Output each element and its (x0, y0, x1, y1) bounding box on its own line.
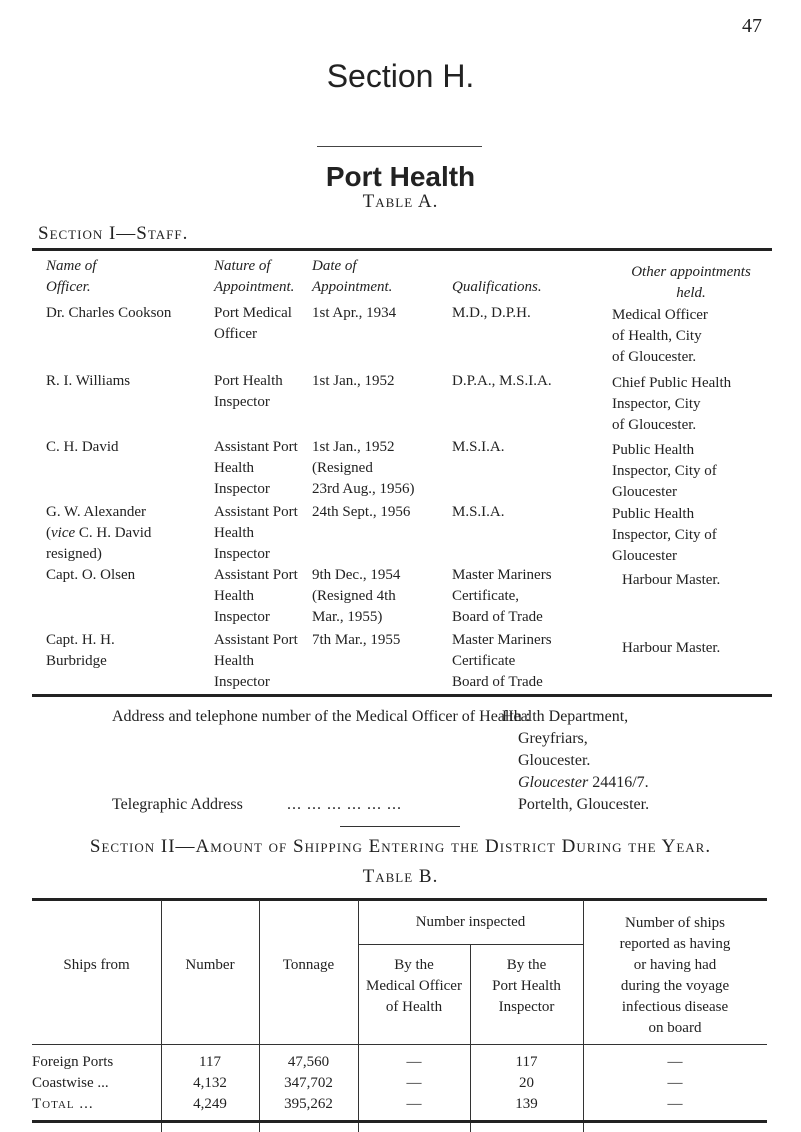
subheader-rule (358, 944, 583, 945)
officer-name-main: G. W. Alexander (46, 504, 146, 520)
other-appointments: Medical Officer of Health, City of Gloucester. (612, 307, 708, 365)
inspected-by-phi: 139 (515, 1096, 538, 1112)
other-appointments: Harbour Master. (622, 640, 721, 656)
header-by-medical-officer: By the Medical Officer of Health (366, 957, 462, 1015)
header-number-inspected: Number inspected (415, 914, 526, 930)
telephone (518, 772, 649, 793)
telegraphic-value: Portelth, Gloucester. (518, 796, 650, 813)
table-b-top-rule (32, 898, 767, 901)
divider (340, 826, 460, 827)
address-line-3: Gloucester. (518, 752, 591, 769)
officer-name: Dr. Charles Cookson (46, 305, 172, 321)
ships-tonnage: 395,262 (284, 1096, 333, 1112)
table-a-bottom-rule (32, 694, 772, 697)
appointment-nature: Assistant Port Health Inspector (214, 504, 298, 562)
appointment-nature: Port Medical Officer (214, 305, 292, 342)
ships-number: 117 (199, 1054, 221, 1070)
header-number: Number (185, 957, 235, 973)
header-infectious-disease: Number of ships reported as having or having had during the voyage infectious disease on board (619, 915, 731, 1036)
officer-name: Capt. O. Olsen (46, 567, 136, 583)
other-appointments: Chief Public Health Inspector, City of Gloucester. (612, 375, 732, 433)
section-heading: Section H. (326, 58, 475, 94)
appointment-nature: Assistant Port Health Inspector (214, 567, 298, 625)
section-1-label: Section I—Staff. (38, 223, 189, 244)
inspected-by-mo: — (406, 1075, 422, 1091)
qualifications: M.S.I.A. (452, 439, 505, 455)
officer-name-vice-rest: C. H. David (75, 525, 152, 541)
leader-dots: ... ... ... ... ... ... (287, 796, 402, 813)
inspected-by-phi: 117 (515, 1054, 538, 1070)
infectious-count: — (667, 1054, 683, 1070)
infectious-count: — (667, 1075, 683, 1091)
qualifications: Master Mariners Certificate Board of Trade (452, 632, 552, 690)
officer-name: Capt. H. H. Burbridge (46, 632, 115, 669)
appointment-nature: Assistant Port Health Inspector (214, 632, 298, 690)
inspected-by-phi: 20 (519, 1075, 534, 1091)
other-appointments: Harbour Master. (622, 572, 721, 588)
header-qualifications: Qualifications. (452, 279, 542, 295)
header-other: Other appointments held. (631, 264, 751, 301)
table-a-top-rule (32, 248, 772, 251)
header-nature: Nature of Appointment. (214, 258, 295, 295)
table-b-bottom-rule (32, 1120, 767, 1123)
address-line-2: Greyfriars, (518, 730, 588, 747)
ships-from: Total ... (32, 1096, 94, 1112)
ships-number: 4,132 (193, 1075, 227, 1091)
infectious-count: — (667, 1096, 683, 1112)
appointment-date: 1st Apr., 1934 (312, 305, 397, 321)
appointment-date: 7th Mar., 1955 (312, 632, 401, 648)
officer-name: C. H. David (46, 439, 119, 455)
header-by-port-health-inspector: By the Port Health Inspector (492, 957, 561, 1015)
header-tonnage: Tonnage (282, 957, 335, 973)
appointment-date: 9th Dec., 1954 (Resigned 4th Mar., 1955) (312, 567, 401, 625)
section-2-label: Section II—Amount of Shipping Entering the District During the Year. (89, 836, 712, 857)
header-name: Name of Officer. (46, 258, 97, 295)
ships-tonnage: 47,560 (287, 1054, 330, 1070)
inspected-by-mo: — (406, 1096, 422, 1112)
other-appointments: Public Health Inspector, City of Gloucester (612, 442, 717, 500)
qualifications: M.D., D.P.H. (452, 305, 531, 321)
header-ships-from: Ships from (63, 957, 130, 973)
telephone-number: 24416/7. (588, 774, 649, 791)
officer-name: R. I. Williams (46, 373, 131, 389)
table-a-label: Table A. (362, 191, 439, 212)
page-number: 47 (742, 15, 762, 37)
other-appointments: Public Health Inspector, City of Gloucester (612, 506, 717, 564)
officer-name-end: resigned) (46, 546, 102, 562)
officer-name: G. W. Alexander (vice C. H. David resigned) (46, 504, 152, 562)
appointment-nature: Port Health Inspector (214, 373, 283, 410)
address-line-1: Health Department, (502, 708, 629, 725)
ships-tonnage: 347,702 (284, 1075, 333, 1091)
appointment-date: 1st Jan., 1952 (Resigned 23rd Aug., 1956) (312, 439, 415, 497)
table-b-label: Table B. (362, 866, 439, 887)
telephone-city: Gloucester (518, 774, 589, 791)
appointment-date: 24th Sept., 1956 (312, 504, 411, 520)
header-date: Date of Appointment. (312, 258, 393, 295)
inspected-by-mo: — (406, 1054, 422, 1070)
appointment-date: 1st Jan., 1952 (312, 373, 395, 389)
officer-name-vice: vice (51, 525, 76, 541)
appointment-nature: Assistant Port Health Inspector (214, 439, 298, 497)
qualifications: Master Mariners Certificate, Board of Trade (452, 567, 552, 625)
ships-from: Foreign Ports (32, 1054, 114, 1070)
divider (317, 146, 482, 147)
qualifications: D.P.A., M.S.I.A. (452, 373, 552, 389)
address-label: Address and telephone number of the Medical Officer of Health : (112, 708, 531, 725)
telegraphic-label: Telegraphic Address (112, 796, 243, 813)
ships-number: 4,249 (193, 1096, 227, 1112)
page-title: Port Health (325, 161, 476, 192)
qualifications: M.S.I.A. (452, 504, 505, 520)
ships-from: Coastwise ... (32, 1075, 109, 1091)
header-bottom-rule (32, 1044, 767, 1045)
